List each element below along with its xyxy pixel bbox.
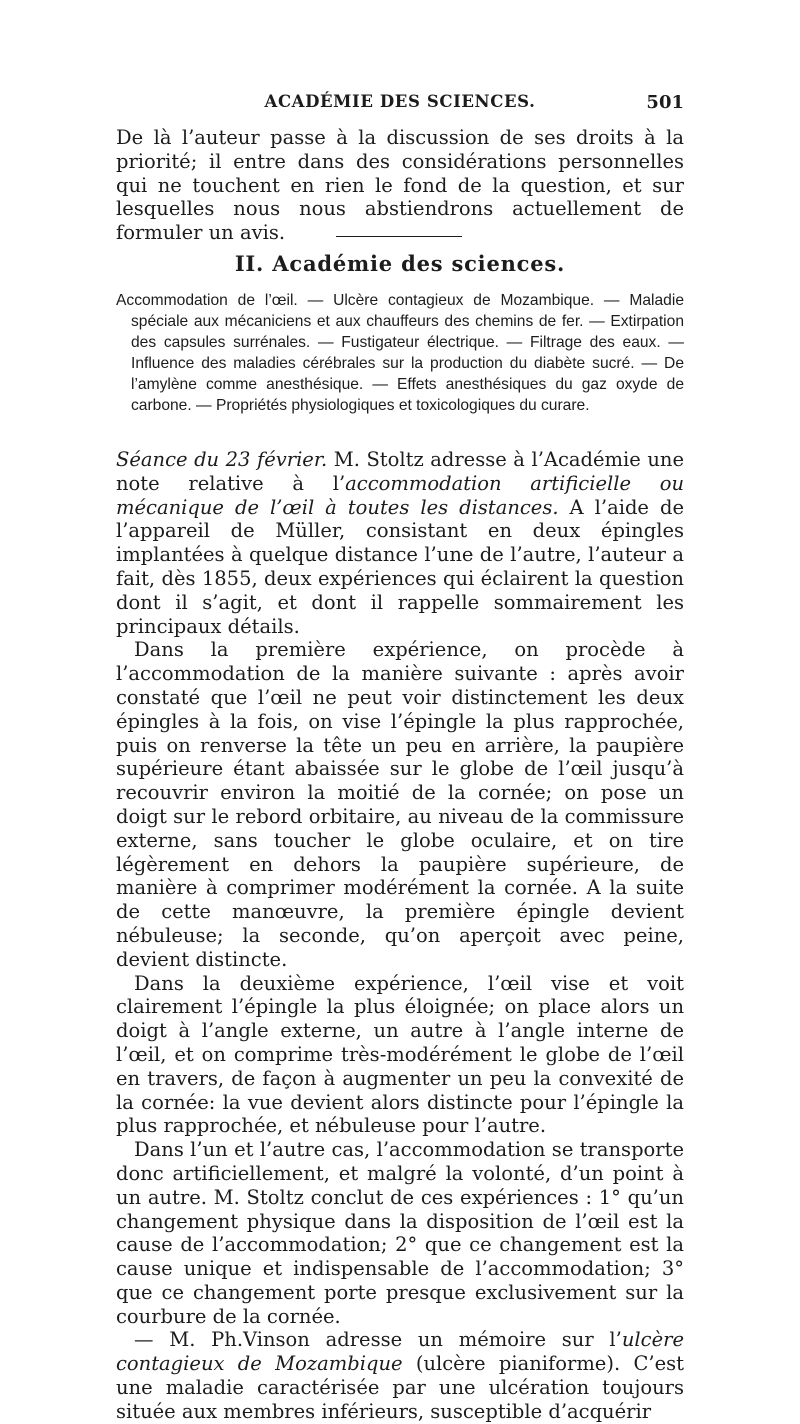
seance-text-b: A l’aide de l’appareil de Müller, consistant en deux épingles implantées à quelque distance l’une de l’autre, l’auteur a fait, dès 1855, deux expériences qui éclairent la question dont il s’agit, et dont il rappelle sommairement les principaux détails. bbox=[116, 495, 684, 638]
paragraph-deuxieme-experience: Dans la deuxième expérience, l’œil vise et voit clairement l’épingle la plus éloignée; on place alors un doigt à l’angle externe, un autre à l’angle interne de l’œil, et on comprime très-modérément le globe de l’œil en travers, de façon à augmenter un peu la convexité de la cornée: la vue devient alors distincte pour l’épingle la plus rapprochée, et nébuleuse pour l’autre. bbox=[116, 971, 684, 1138]
section-heading: II. Académie des sciences. bbox=[234, 251, 566, 276]
intro-text: De là l’auteur passe à la discussion de ses droits à la priorité; il entre dans des considérations personnelles qui ne touchent en rien le fond de la question, et sur lesquelles nous nous abstiendrons actuellement de formuler un avis. bbox=[116, 126, 684, 245]
summary-text: Accommodation de l’œil. — Ulcère contagieux de Mozambique. — Maladie spéciale aux mécaniciens et aux chauffeurs des chemins de fer. — Extirpation des capsules surrénales. — Fustigateur électrique. — Filtrage des eaux. — Influence des maladies cérébrales sur la production du diabète sucré. — De l’amylène comme anesthésique. — Effets anesthésiques du gaz oxyde de carbone. — Propriétés physiologiques et toxicologiques du curare. bbox=[116, 292, 684, 414]
paragraph-vinson bbox=[116, 1328, 684, 1423]
running-title: ACADÉMIE DES SCIENCES. bbox=[264, 92, 536, 111]
seance-date: Séance du 23 février. bbox=[116, 448, 328, 471]
running-head bbox=[116, 92, 684, 120]
page-number: 501 bbox=[646, 92, 684, 113]
section-divider bbox=[336, 236, 462, 237]
section-summary bbox=[116, 291, 684, 416]
intro-paragraph bbox=[116, 126, 684, 245]
vinson-text-a: — M. Ph.Vinson adresse un mémoire sur l’ bbox=[134, 1328, 622, 1352]
paragraph-premiere-experience: Dans la première expérience, on procède à l’accommodation de la manière suivante : après avoir constaté que l’œil ne peut voir distinctement les deux épingles à la fois, on vise l’épingle la plus rapprochée, puis on renverse la tête un peu en arrière, la paupière supérieure étant abaissée sur le globe de l’œil jusqu’à recouvrir environ la moitié de la cornée; on pose un doigt sur le rebord orbitaire, au niveau de la commissure externe, sans toucher le globe oculaire, et on tire légèrement en dehors la paupière supérieure, de manière à comprimer modérément la cornée. A la suite de cette manœuvre, la première épingle devient nébuleuse; la seconde, qu’on aperçoit avec peine, devient distincte. bbox=[116, 638, 684, 971]
seance-paragraph bbox=[116, 448, 684, 638]
main-text bbox=[116, 448, 684, 1424]
seance-text-a: M. Stoltz adresse à l’Académie une note relative à l’ bbox=[116, 448, 684, 495]
seance-italic-title: accommodation artificielle ou mécanique de l’œil à toutes les distances. bbox=[116, 471, 685, 519]
vinson-text-b: (ulcère pianiforme). C’est une maladie caractérisée par une ulcération toujours située aux membres inférieurs, susceptible d’acquérir bbox=[116, 1352, 684, 1423]
paragraph-conclusion: Dans l’un et l’autre cas, l’accommodation se transporte donc artificiellement, et malgré la volonté, d’un point à un autre. M. Stoltz conclut de ces expériences : 1° qu’un changement physique dans la disposition de l’œil est la cause de l’accommodation; 2° que ce changement est la cause unique et indispensable de l’accommodation; 3° que ce changement porte presque exclusivement sur la courbure de la cornée. bbox=[116, 1138, 684, 1328]
vinson-italic-title: ulcère contagieux de Mozambique bbox=[116, 1328, 684, 1376]
